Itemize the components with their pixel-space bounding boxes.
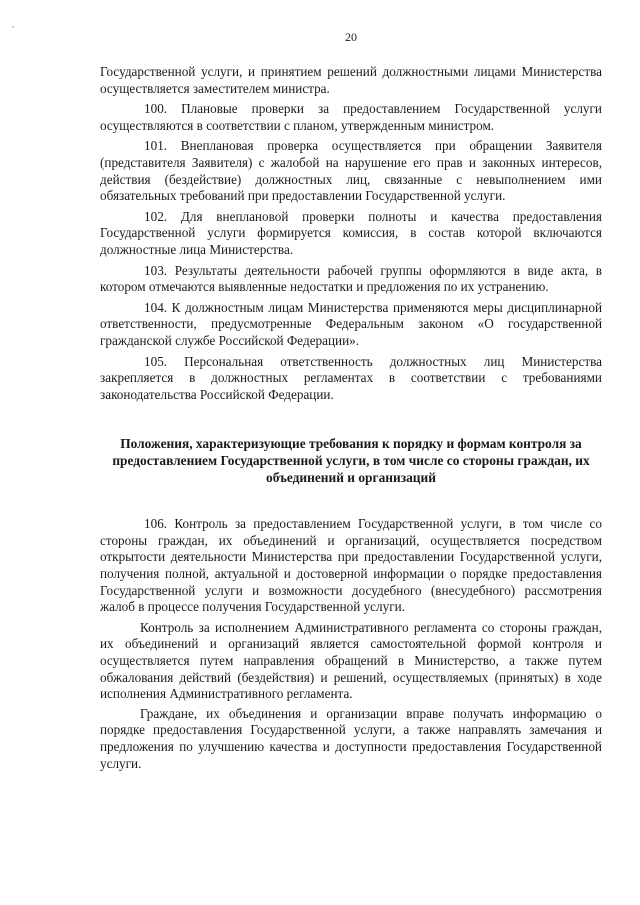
paragraph-103: 103. Результаты деятельности рабочей группы оформляются в виде акта, в котором отмечаются выявленные недостатки и предложения по их устранению. [100, 262, 602, 295]
paragraph-continuation: Государственной услуги, и принятием решений должностными лицами Министерства осуществляется заместителем министра. [100, 64, 602, 96]
paragraph-104: 104. К должностным лицам Министерства применяются меры дисциплинарной ответственности, предусмотренные Федеральным законом «О государственной гражданской службе Российской Федерации». [100, 299, 602, 348]
paragraph-106: 106. Контроль за предоставлением Государственной услуги, в том числе со стороны граждан, их объединений и организаций, осуществляется посредством открытости деятельности Министерства при предоставлении Государственной услуги, получения полной, актуальной и достоверной информации о порядке предоставления Государственной услуги и возможности досудебного (внесудебного) рассмотрения жалоб в процессе получения Государственной услуги. [100, 516, 602, 615]
paragraph-102: 102. Для внеплановой проверки полноты и качества предоставления Государственной услуги формируется комиссия, в состав которой включаются должностные лица Министерства. [100, 208, 602, 257]
paragraph-100: 100. Плановые проверки за предоставлением Государственной услуги осуществляются в соответствии с планом, утвержденным министром. [100, 101, 602, 133]
paragraph-citizens-rights: Граждане, их объединения и организации вправе получать информацию о порядке предоставления Государственной услуги, а также направлять замечания и предложения по улучшению качества и доступности предоставления Государственной услуги. [100, 705, 602, 771]
page-number: 20 [345, 30, 357, 44]
scan-margin-mark [12, 26, 14, 28]
section-heading: Положения, характеризующие требования к порядку и формам контроля за предоставлением Государственной услуги, в том числе со стороны граждан, их объединений и организаций [112, 436, 590, 486]
paragraph-101: 101. Внеплановая проверка осуществляется при обращении Заявителя (представителя Заявителя) с жалобой на нарушение его прав и законных интересов, действия (бездействие) должностных лиц, связанные с невыполнением ими обязательных требований при предоставлении Государственной услуги. [100, 138, 602, 204]
paragraph-105: 105. Персональная ответственность должностных лиц Министерства закрепляется в должностных регламентах в соответствии с требованиями законодательства Российской Федерации. [100, 353, 602, 402]
paragraph-control-execution: Контроль за исполнением Административного регламента со стороны граждан, их объединений и организаций является самостоятельной формой контроля и осуществляется путем направления обращений в Министерство, а также путем обжалования действий (бездействия) и решений, осуществляемых (принятых) в ходе исполнения Административного регламента. [100, 619, 602, 702]
